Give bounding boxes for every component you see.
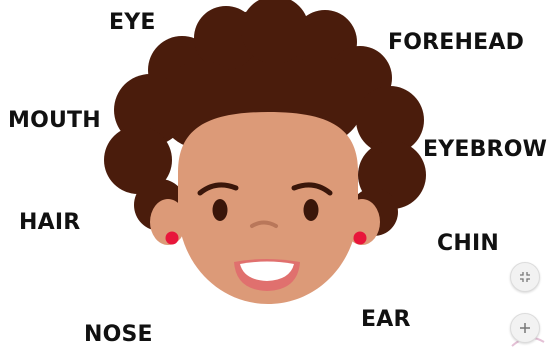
label-nose[interactable]: NOSE [84, 322, 153, 347]
fit-screen-button[interactable] [510, 262, 540, 292]
label-ear[interactable]: EAR [361, 307, 411, 332]
label-eye[interactable]: EYE [109, 10, 156, 35]
label-forehead[interactable]: FOREHEAD [388, 30, 525, 55]
left-earring [166, 232, 179, 245]
left-eye [213, 199, 228, 221]
right-eye [304, 199, 319, 221]
right-earring [354, 232, 367, 245]
label-mouth[interactable]: MOUTH [8, 108, 101, 133]
label-chin[interactable]: CHIN [437, 231, 499, 256]
label-eyebrow[interactable]: EYEBROW [423, 137, 548, 162]
label-hair[interactable]: HAIR [19, 210, 81, 235]
zoom-in-button[interactable] [510, 313, 540, 343]
fit-screen-icon [519, 271, 531, 283]
plus-icon [519, 322, 531, 334]
